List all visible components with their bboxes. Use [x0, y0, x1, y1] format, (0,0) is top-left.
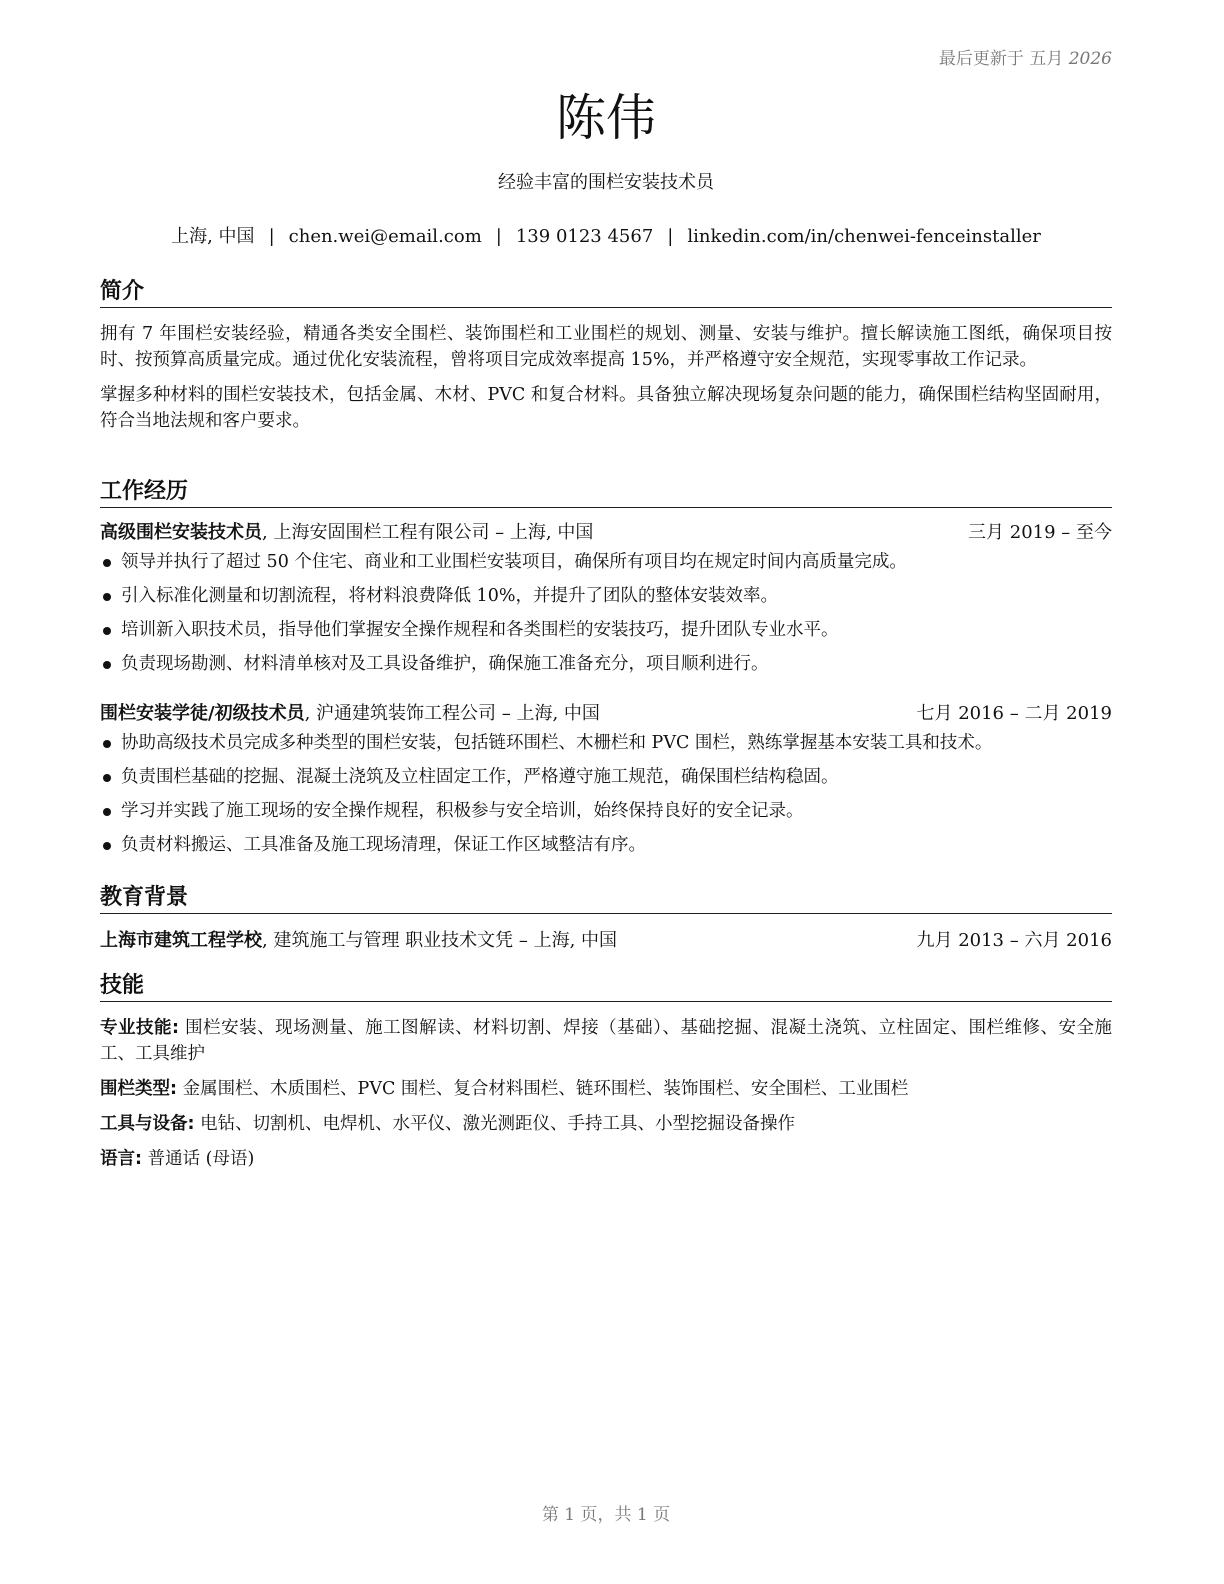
candidate-name: 陈伟 — [556, 89, 656, 147]
job-role: 围栏安装学徒/初级技术员 — [100, 703, 305, 724]
contact-location: 上海, 中国 — [171, 226, 255, 247]
school-name: 上海市建筑工程学校 — [100, 930, 262, 951]
skill-label: 工具与设备: — [100, 1114, 195, 1134]
last-updated — [939, 44, 1112, 69]
summary-section — [100, 278, 1112, 434]
skill-text: 围栏安装、现场测量、施工图解读、材料切割、焊接（基础）、基础挖掘、混凝土浇筑、立柱固定、围栏维修、安全施工、工具维护 — [100, 1018, 1112, 1064]
job-header — [100, 701, 1112, 727]
contact-separator: | — [495, 226, 502, 247]
page-number: 第 1 页，共 1 页 — [541, 1505, 671, 1525]
section-title: 教育背景 — [100, 884, 1112, 914]
list-item: 协助高级技术员完成多种类型的围栏安装，包括链环围栏、木栅栏和 PVC 围栏，熟练掌握基本安装工具和技术。 — [100, 726, 1112, 760]
skill-row — [100, 1015, 1112, 1067]
job-bullets — [100, 726, 1112, 862]
education-entry — [100, 928, 1112, 954]
skill-row — [100, 1111, 1112, 1137]
education-detail: , 建筑施工与管理 职业技术文凭 – 上海, 中国 — [262, 930, 618, 951]
job-org: , 上海安固围栏工程有限公司 – 上海, 中国 — [262, 522, 594, 543]
skill-label: 围栏类型: — [100, 1079, 177, 1099]
contact-phone[interactable]: 139 0123 4567 — [515, 226, 654, 247]
job-org: , 沪通建筑装饰工程公司 – 上海, 中国 — [304, 703, 600, 724]
section-title: 技能 — [100, 972, 1112, 1002]
skill-text: 电钻、切割机、电焊机、水平仪、激光测距仪、手持工具、小型挖掘设备操作 — [194, 1114, 796, 1134]
last-updated-prefix: 最后更新于 五月 — [938, 49, 1064, 69]
contact-separator: | — [268, 226, 275, 247]
section-title: 简介 — [100, 278, 1112, 308]
list-item: 培训新入职技术员，指导他们掌握安全操作规程和各类围栏的安装技巧，提升团队专业水平。 — [100, 613, 1112, 647]
list-item: 领导并执行了超过 50 个住宅、商业和工业围栏安装项目，确保所有项目均在规定时间内高质量完成。 — [100, 545, 1112, 579]
job-date: 三月 2019 – 至今 — [968, 522, 1112, 543]
last-updated-year: 2026 — [1068, 49, 1112, 69]
candidate-headline: 经验丰富的围栏安装技术员 — [498, 172, 714, 193]
job-date: 七月 2016 – 二月 2019 — [916, 703, 1112, 724]
resume-page — [100, 0, 1112, 1584]
contact-separator: | — [667, 226, 674, 247]
contact-linkedin[interactable]: linkedin.com/in/chenwei-fenceinstaller — [687, 226, 1041, 247]
experience-section — [100, 478, 1112, 862]
education-date: 九月 2013 – 六月 2016 — [916, 930, 1112, 951]
skill-row — [100, 1146, 1112, 1172]
job-entry — [100, 520, 1112, 681]
skill-row — [100, 1076, 1112, 1102]
job-bullets — [100, 545, 1112, 681]
job-entry — [100, 701, 1112, 862]
list-item: 引入标准化测量和切割流程，将材料浪费降低 10%，并提升了团队的整体安装效率。 — [100, 579, 1112, 613]
skill-text: 金属围栏、木质围栏、PVC 围栏、复合材料围栏、链环围栏、装饰围栏、安全围栏、工业围栏 — [177, 1079, 909, 1099]
list-item: 负责围栏基础的挖掘、混凝土浇筑及立柱固定工作，严格遵守施工规范，确保围栏结构稳固。 — [100, 760, 1112, 794]
education-section — [100, 884, 1112, 954]
list-item: 负责现场勘测、材料清单核对及工具设备维护，确保施工准备充分，项目顺利进行。 — [100, 647, 1112, 681]
skill-label: 语言: — [100, 1149, 142, 1169]
summary-paragraph: 掌握多种材料的围栏安装技术，包括金属、木材、PVC 和复合材料。具备独立解决现场复杂问题的能力，确保围栏结构坚固耐用，符合当地法规和客户要求。 — [100, 385, 1112, 431]
list-item: 学习并实践了施工现场的安全操作规程，积极参与安全培训，始终保持良好的安全记录。 — [100, 794, 1112, 828]
skill-label: 专业技能: — [100, 1018, 180, 1038]
contact-line — [100, 224, 1112, 250]
list-item: 负责材料搬运、工具准备及施工现场清理，保证工作区域整洁有序。 — [100, 828, 1112, 862]
section-title: 工作经历 — [100, 478, 1112, 508]
contact-email[interactable]: chen.wei@email.com — [288, 226, 482, 247]
summary-paragraph: 拥有 7 年围栏安装经验，精通各类安全围栏、装饰围栏和工业围栏的规划、测量、安装与维护。擅长解读施工图纸，确保项目按时、按预算高质量完成。通过优化安装流程，曾将项目完成效率提高 15%，并严格遵守安全规范，实现零事故工作记录。 — [100, 324, 1112, 370]
skills-section — [100, 972, 1112, 1172]
job-role: 高级围栏安装技术员 — [100, 522, 262, 543]
job-header — [100, 520, 1112, 546]
skill-text: 普通话 (母语) — [142, 1149, 255, 1169]
